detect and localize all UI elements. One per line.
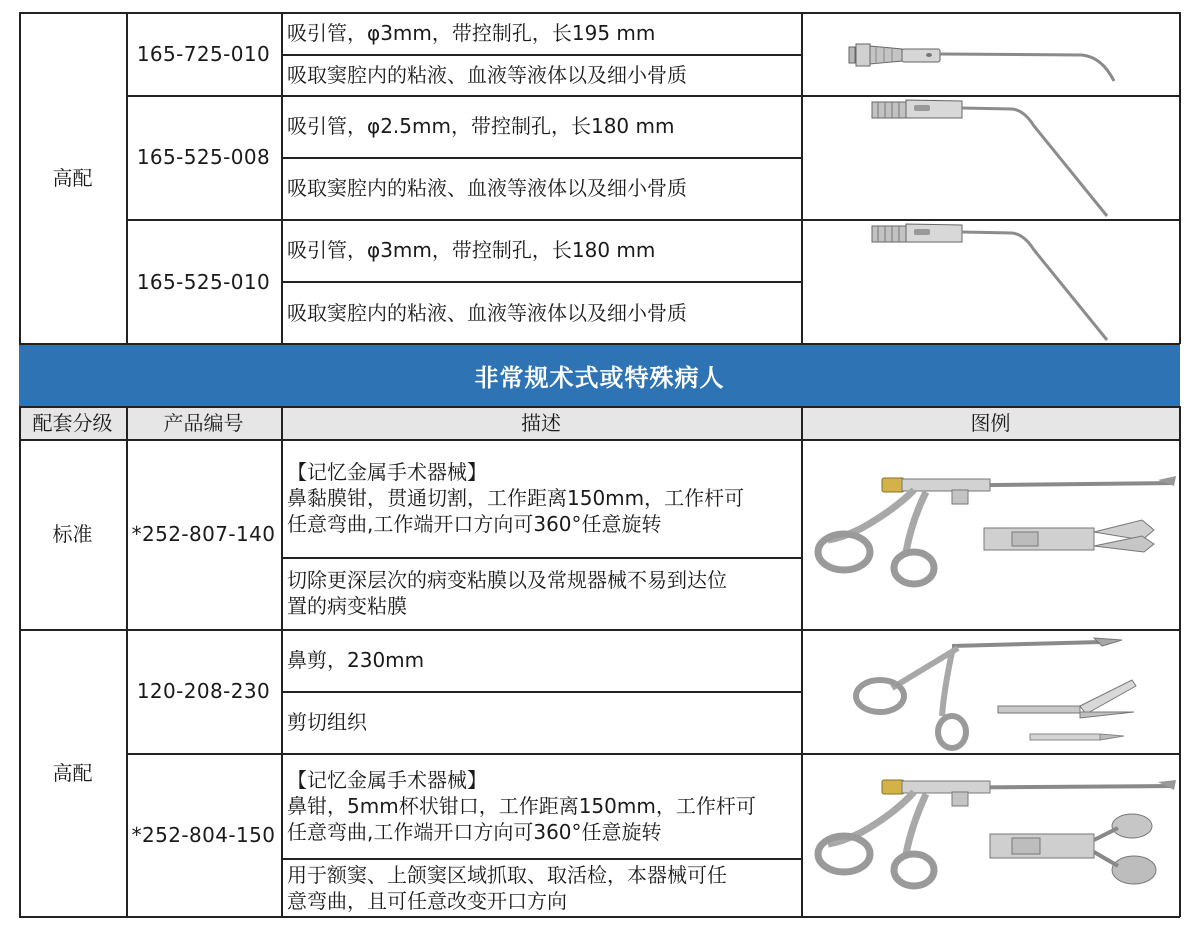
description-name: 吸引管，φ3mm，带控制孔，长195 mm xyxy=(287,21,656,45)
header-image: 图例 xyxy=(970,410,1011,435)
description-use: 用于额窦、上颌窦区域抓取、取活检，本器械可任 意弯曲，且可任意改变开口方向 xyxy=(287,862,727,913)
grid-line xyxy=(19,12,1180,14)
grid-line xyxy=(19,439,1180,441)
grid-line xyxy=(126,753,1180,755)
grid-line xyxy=(281,691,801,693)
grid-line xyxy=(1179,12,1181,344)
description-use: 吸取窦腔内的粘液、血液等液体以及细小骨质 xyxy=(287,62,687,87)
description-name: 【记忆金属手术器械】 鼻黏膜钳，贯通切割，工作距离150mm，工作杆可 任意弯曲,工作端开口方向可360°任意旋转 xyxy=(287,460,745,536)
description-name: 鼻剪，230mm xyxy=(287,648,425,672)
product-code: 165-525-010 xyxy=(136,269,271,294)
grid-line xyxy=(19,916,1180,918)
description-use: 切除更深层次的病变粘膜以及常规器械不易到达位 置的病变粘膜 xyxy=(287,568,727,618)
section-title-band xyxy=(19,344,1180,406)
grid-line xyxy=(281,858,801,860)
product-code: 165-525-008 xyxy=(136,145,271,169)
grid-line xyxy=(19,12,21,344)
product-code: 120-208-230 xyxy=(136,679,271,703)
description-use: 吸取窦腔内的粘液、血液等液体以及细小骨质 xyxy=(287,176,687,200)
grid-line xyxy=(281,12,283,344)
grid-line xyxy=(281,406,283,917)
grid-line xyxy=(801,12,803,344)
suction-tube-icon xyxy=(802,96,1179,218)
nasal-scissors-icon xyxy=(802,630,1179,752)
header-code: 产品编号 xyxy=(163,410,244,435)
description-use: 吸取窦腔内的粘液、血液等液体以及细小骨质 xyxy=(287,300,687,325)
tier-high-top: 高配 xyxy=(52,166,93,190)
grid-line xyxy=(19,406,1180,408)
grid-line xyxy=(281,557,801,559)
description-name: 吸引管，φ2.5mm，带控制孔，长180 mm xyxy=(287,114,675,138)
section-title: 非常规术式或特殊病人 xyxy=(474,363,725,392)
grid-line xyxy=(19,406,21,917)
description-name: 【记忆金属手术器械】 鼻钳，5mm杯状钳口，工作距离150mm，工作杆可 任意弯曲,工作端开口方向可360°任意旋转 xyxy=(287,767,756,844)
forceps-icon xyxy=(802,440,1179,628)
tier-high-bottom: 高配 xyxy=(52,761,93,785)
suction-tube-icon xyxy=(802,13,1179,94)
product-code: *252-804-150 xyxy=(131,823,276,847)
grid-line xyxy=(281,54,801,56)
grid-line xyxy=(281,157,801,159)
suction-tube-icon xyxy=(802,220,1179,343)
cup-forceps-icon xyxy=(802,754,1179,916)
product-code: *252-807-140 xyxy=(131,522,276,546)
grid-line xyxy=(19,629,1180,631)
description-name: 吸引管，φ3mm，带控制孔，长180 mm xyxy=(287,238,656,262)
tier-standard: 标准 xyxy=(52,522,93,546)
grid-line xyxy=(126,95,1180,97)
grid-line xyxy=(19,343,1180,345)
grid-line xyxy=(126,12,128,344)
grid-line xyxy=(126,219,1180,221)
grid-line xyxy=(126,406,128,917)
grid-line xyxy=(281,281,801,283)
description-use: 剪切组织 xyxy=(287,710,367,734)
product-code: 165-725-010 xyxy=(136,41,271,66)
header-tier: 配套分级 xyxy=(32,410,113,435)
grid-line xyxy=(801,406,803,917)
grid-line xyxy=(1179,406,1181,917)
header-description: 描述 xyxy=(521,410,561,435)
